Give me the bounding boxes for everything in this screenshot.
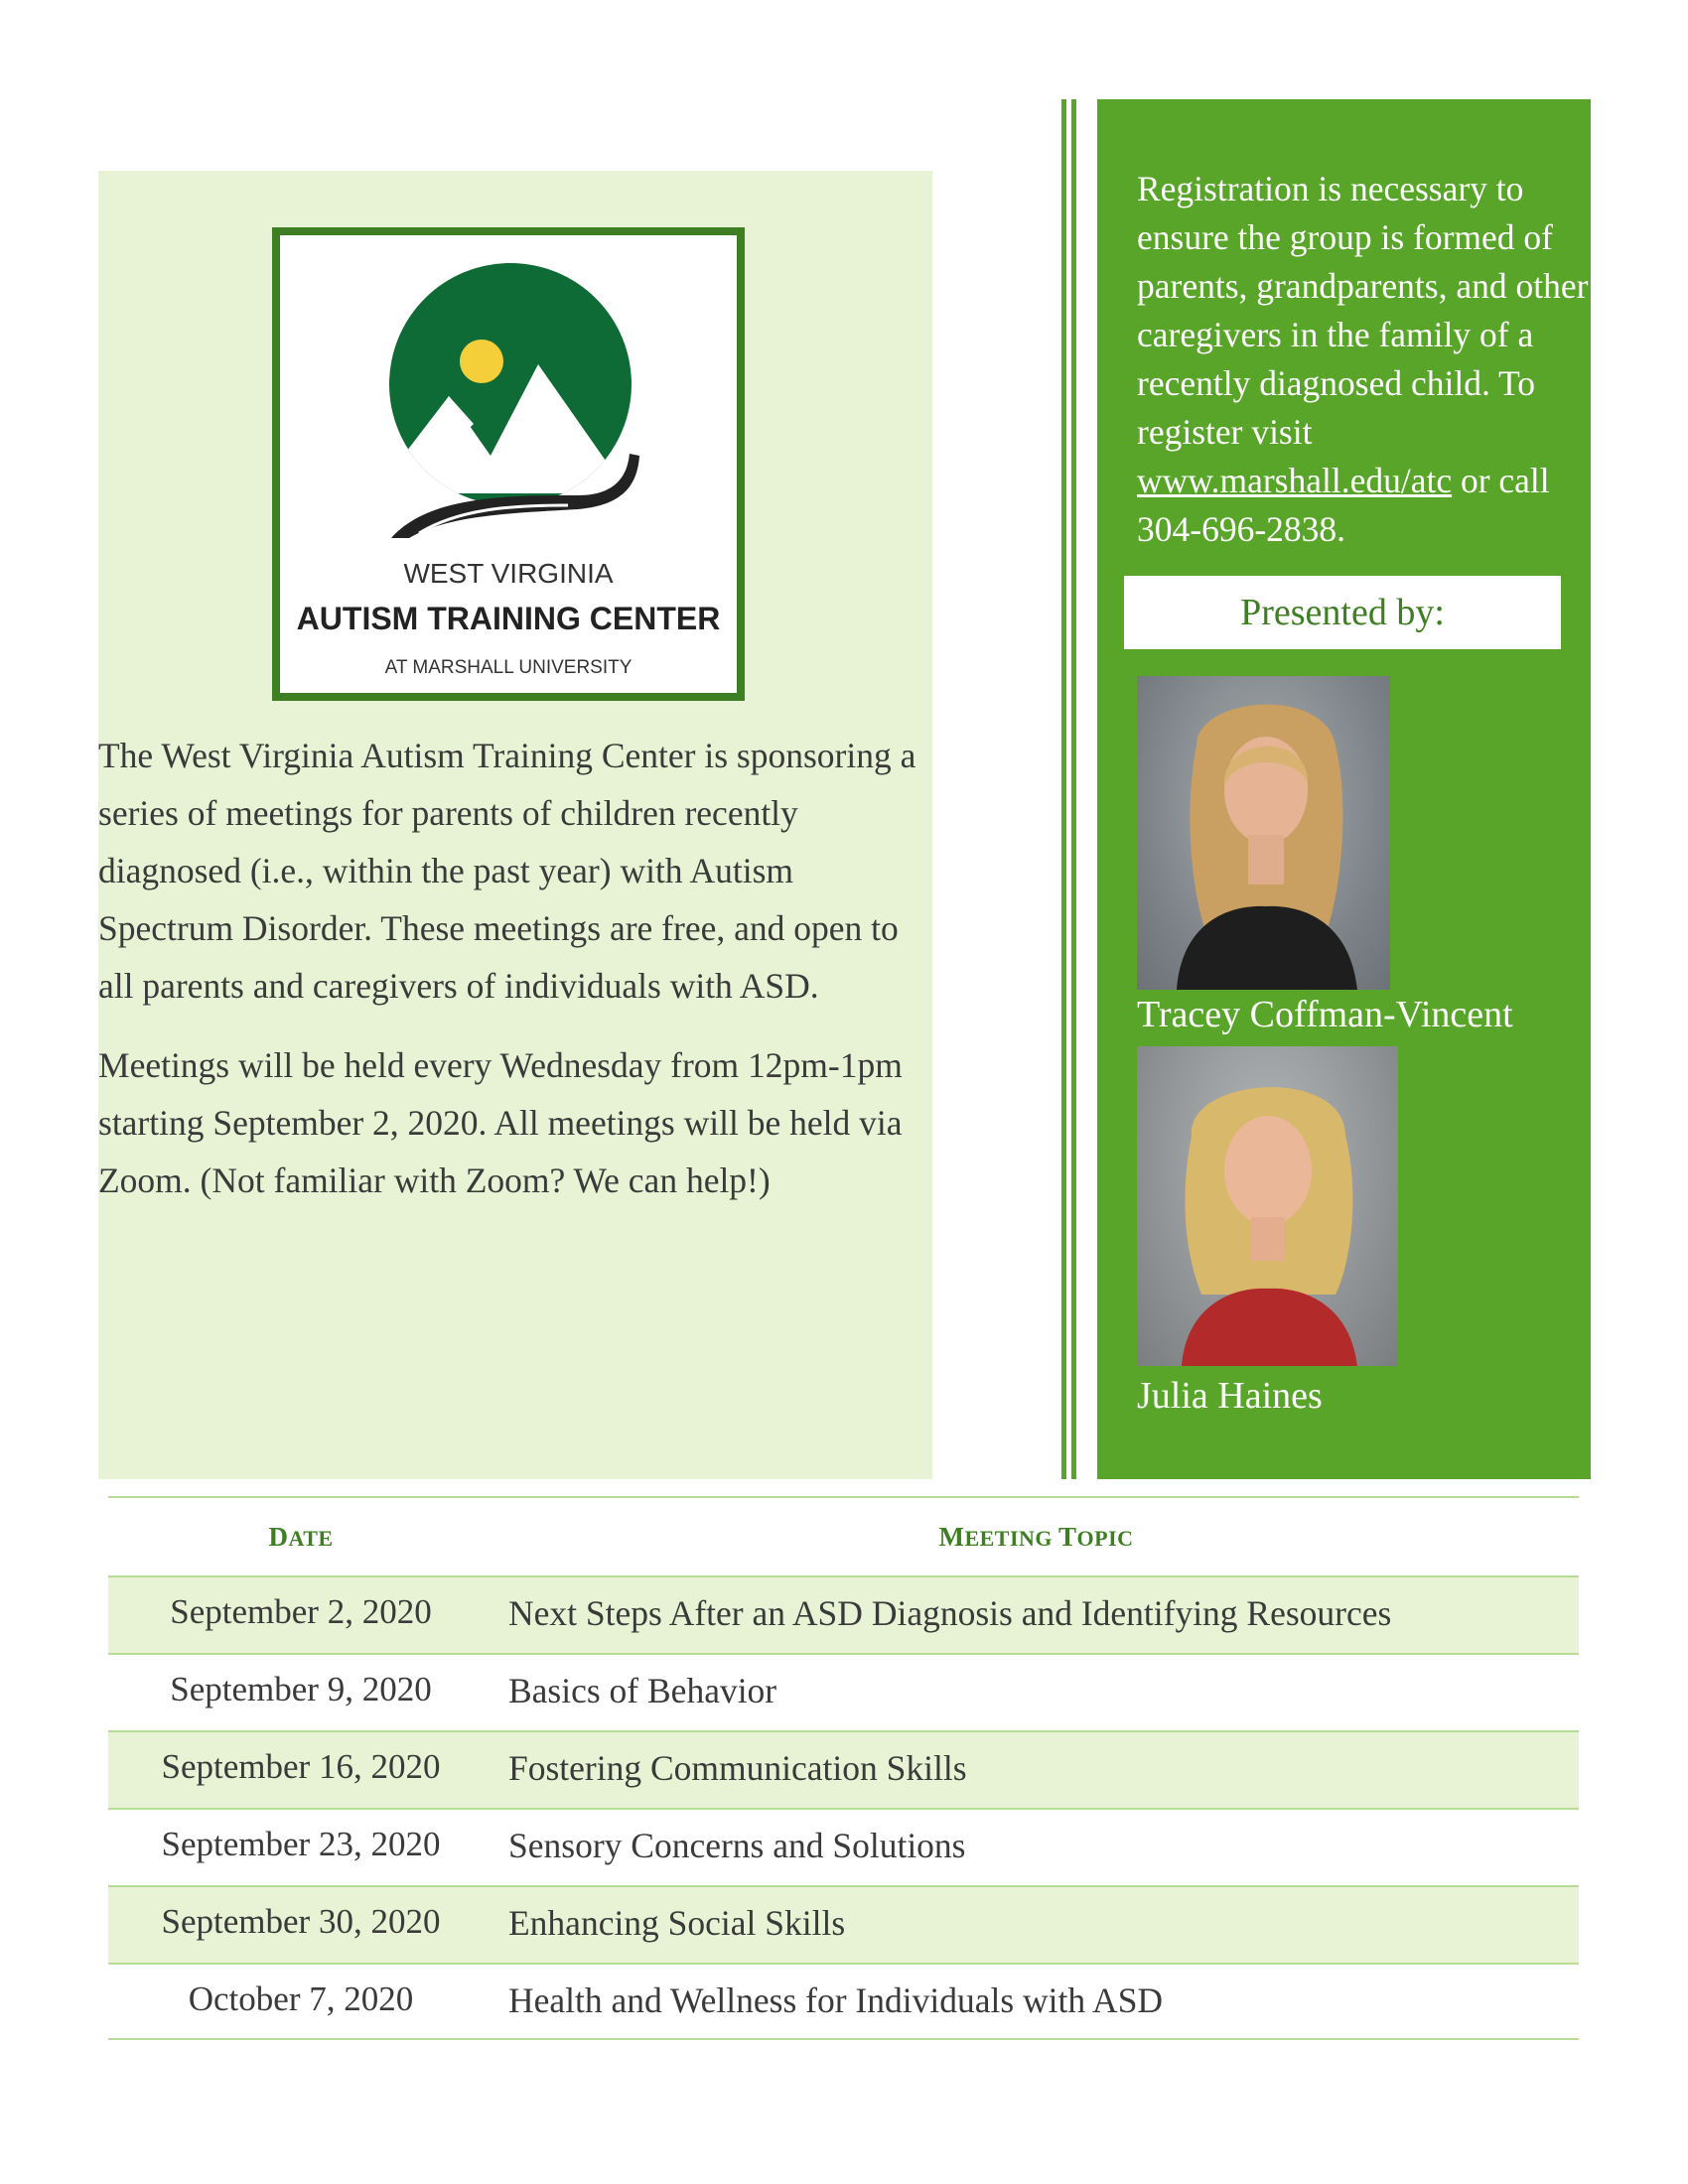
table-row: [108, 1963, 1579, 2040]
logo-text-university: AT MARSHALL UNIVERSITY: [384, 657, 633, 678]
meeting-date: October 7, 2020: [188, 1979, 414, 2018]
presenter-photo-2: [1137, 1046, 1398, 1366]
meeting-schedule-table: [108, 1496, 1579, 2040]
logo-text-state: WEST VIRGINIA: [403, 558, 614, 589]
table-row: [108, 1885, 1579, 1963]
divider-line: [1071, 99, 1076, 1479]
column-header-topic: MEETING TOPIC: [938, 1522, 1134, 1552]
meeting-topic: Fostering Communication Skills: [508, 1748, 967, 1788]
meeting-topic: Health and Wellness for Individuals with ASD: [508, 1980, 1164, 2020]
meeting-topic: Sensory Concerns and Solutions: [508, 1826, 966, 1865]
registration-phone: or call 304-696-2838.: [1137, 461, 1550, 549]
registration-link[interactable]: www.marshall.edu/atc: [1137, 461, 1453, 500]
presenter-portrait-icon: [1137, 676, 1390, 990]
table-row: [108, 1575, 1579, 1653]
mountain-logo-icon: [280, 235, 737, 553]
divider-line: [1061, 99, 1066, 1479]
registration-sidebar: [1097, 99, 1591, 1479]
intro-panel: [98, 171, 932, 1479]
intro-paragraph-2: Meetings will be held every Wednesday from 12pm-1pm starting September 2, 2020. All meetings will be held via Zoom. (Not familiar with Zoom? We can help!): [98, 1045, 903, 1200]
table-row: [108, 1730, 1579, 1808]
atc-logo: [272, 227, 745, 701]
meeting-date: September 16, 2020: [161, 1747, 441, 1786]
column-header-date: DATE: [268, 1522, 334, 1552]
table-row: [108, 1653, 1579, 1730]
meeting-topic: Enhancing Social Skills: [508, 1903, 846, 1943]
meeting-date: September 9, 2020: [170, 1670, 432, 1708]
table-header: [108, 1498, 1579, 1575]
registration-body: Registration is necessary to ensure the group is formed of parents, grandparents, and other caregivers in the family of a recently diagnosed child. To register visit: [1137, 169, 1589, 452]
logo-text-center: AUTISM TRAINING CENTER: [296, 601, 721, 636]
table-row: [108, 1808, 1579, 1885]
meeting-topic: Basics of Behavior: [508, 1671, 777, 1710]
intro-text: [98, 727, 932, 1231]
presenter-photo-1: [1137, 676, 1390, 990]
presenter-portrait-icon: [1137, 1046, 1398, 1366]
intro-paragraph-1: The West Virginia Autism Training Center is sponsoring a series of meetings for parents of children recently diagnosed (i.e., within the past year) with Autism Spectrum Disorder. These meetings are free, and open to all parents and caregivers of individuals with ASD.: [98, 736, 916, 1006]
presented-by-label: Presented by:: [1124, 576, 1561, 649]
registration-text: [1137, 165, 1594, 554]
meeting-date: September 2, 2020: [170, 1592, 432, 1631]
presenter-name-1: Tracey Coffman-Vincent: [1137, 994, 1513, 1035]
meeting-date: September 23, 2020: [161, 1825, 441, 1863]
meeting-topic: Next Steps After an ASD Diagnosis and Identifying Resources: [508, 1593, 1392, 1633]
presenter-name-2: Julia Haines: [1137, 1375, 1323, 1417]
meeting-date: September 30, 2020: [161, 1902, 441, 1941]
